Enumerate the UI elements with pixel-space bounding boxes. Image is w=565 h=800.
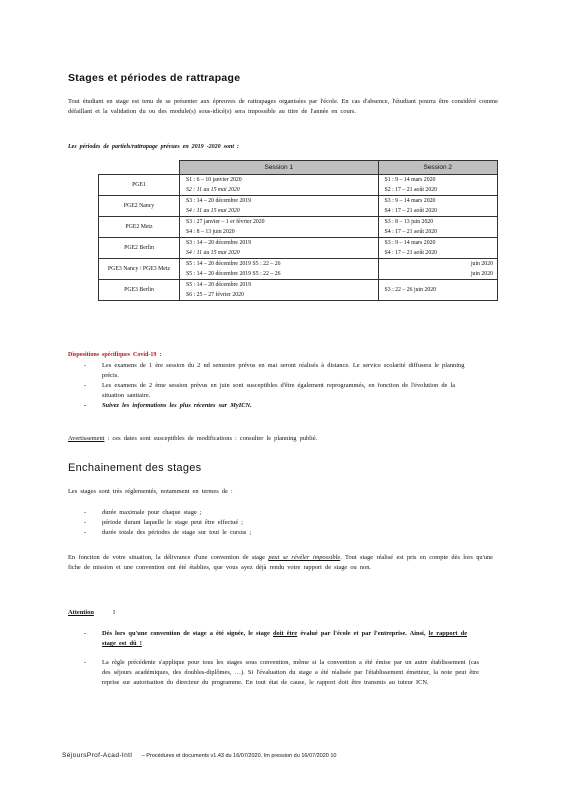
table-row bbox=[99, 175, 498, 196]
regulation-item: - durée maximale pour chaque stage ; bbox=[84, 508, 464, 518]
date-line: S1 : 9 – 14 mars 2020 bbox=[384, 177, 436, 183]
date-line: S3 : 8 – 13 juin 2020 bbox=[384, 219, 434, 225]
session-2-cell bbox=[378, 217, 497, 238]
table-corner-cell bbox=[99, 161, 180, 175]
date-line: S3 : 27 janvier – 1 er février 2020 bbox=[186, 219, 265, 225]
program-cell: PGE2 Metz bbox=[99, 217, 180, 238]
section-title-enchainement: Enchainement des stages bbox=[68, 462, 202, 474]
covid-list bbox=[84, 361, 479, 411]
date-line: S5 : 14 – 20 décembre 2019 S5 : 22 – 26 bbox=[186, 261, 281, 267]
program-cell: PGE2 Nancy bbox=[99, 196, 180, 217]
date-line: S4 : 11 au 15 mai 2020 bbox=[186, 250, 240, 256]
date-line: S2 : 17 – 21 août 2020 bbox=[384, 187, 438, 193]
attention-item bbox=[84, 629, 479, 649]
date-line: S4 : 17 – 21 août 2020 bbox=[384, 208, 438, 214]
attention-label: Attention bbox=[68, 609, 94, 616]
covid-item: - Les examens de 2 ème session prévus en juin sont susceptibles d'être également reprogrammés, en fonction de l'évolution de la situation sanitaire. bbox=[84, 381, 479, 401]
session-1-cell bbox=[180, 217, 379, 238]
program-cell: PGE2 Berlin bbox=[99, 238, 180, 259]
session-2-cell bbox=[378, 175, 497, 196]
regulation-item: - période durant laquelle le stage peut être effectué ; bbox=[84, 518, 464, 528]
regulations-intro: Les stages sont très réglementés, notamment en termes de : bbox=[68, 488, 233, 495]
covid-item: - Suivez les informations les plus récentes sur MyICN. bbox=[84, 401, 479, 411]
regulation-item: - durée totale des périodes de stage sur tout le cursus ; bbox=[84, 528, 464, 538]
periods-table bbox=[98, 160, 498, 301]
impossible-link[interactable]: peut se révéler impossible bbox=[268, 554, 341, 561]
date-line: juin 2020 bbox=[470, 261, 493, 267]
program-cell: PGE3 Nancy / PGE3 Metz bbox=[99, 259, 180, 280]
session-2-cell bbox=[378, 280, 497, 301]
table-row bbox=[99, 217, 498, 238]
warning-text: : ces dates sont susceptibles de modifications : consulter le planning publié. bbox=[107, 435, 318, 442]
page-footer bbox=[62, 752, 337, 759]
session-1-cell bbox=[180, 196, 379, 217]
para-text-b: . Tout stage réalisé est pris en compte dès lors qu'une fiche de mission et une convention ont été établies, que vous ayez déjà rendu votre rapport de stage ou non. bbox=[68, 554, 493, 571]
session-2-cell bbox=[378, 259, 497, 280]
attention-text: Dès lors qu'une convention de stage a été signée, le stage bbox=[102, 630, 270, 637]
warning-line bbox=[68, 434, 317, 444]
date-line: S4 : 17 – 21 août 2020 bbox=[384, 229, 438, 235]
attention-list bbox=[84, 629, 479, 688]
footer-brand: SéjoursProf-Acad-Intl bbox=[62, 752, 133, 759]
table-row bbox=[99, 196, 498, 217]
attention-mark: ! bbox=[113, 609, 116, 616]
date-line: S3 : 22 – 26 juin 2020 bbox=[384, 287, 437, 293]
table-row bbox=[99, 280, 498, 301]
date-line: S5 : 14 – 20 décembre 2019 S5 : 22 – 26 bbox=[186, 271, 281, 277]
session-1-cell bbox=[180, 280, 379, 301]
table-row bbox=[99, 238, 498, 259]
program-cell: PGE3 Berlin bbox=[99, 280, 180, 301]
section-title-stages: Stages et périodes de rattrapage bbox=[68, 72, 241, 84]
date-line: S5 : 14 – 20 décembre 2019 bbox=[186, 282, 252, 288]
attention-emphasis: doit être bbox=[272, 630, 298, 637]
date-line: S6 : 25 – 27 février 2020 bbox=[186, 292, 244, 298]
header-session-1: Session 1 bbox=[180, 161, 379, 175]
date-line: S3 : 14 – 20 décembre 2019 bbox=[186, 198, 252, 204]
header-session-2: Session 2 bbox=[378, 161, 497, 175]
attention-heading bbox=[68, 608, 115, 618]
date-line: S1 : 6 – 10 janvier 2020 bbox=[186, 177, 242, 183]
rattrapage-paragraph: Tout étudiant en stage est tenu de se présenter aux épreuves de rattrapages organisées par l'école. En cas d'absence, l'étudiant pourra être considéré comme défaillant et la validation du ou des module(s) sous-idicé(s) sera impossible au titre de l'année en cours. bbox=[68, 98, 498, 115]
periods-intro: Les périodes de partiels/rattrapage prévues en 2019 -2020 sont : bbox=[68, 144, 239, 150]
session-1-cell bbox=[180, 259, 379, 280]
footer-text: – Procédures et documents v1.43 du 16/07/2020. Im pression du 16/07/2020 10 bbox=[141, 753, 337, 759]
date-line: juin 2020 bbox=[470, 271, 493, 277]
date-line: S3 : 14 – 20 décembre 2019 bbox=[186, 240, 252, 246]
session-2-cell bbox=[378, 196, 497, 217]
covid-item: - Les examens de 1 ère session du 2 nd semestre prévus en mai seront réalisés à distance. Le service scolarité diffusera le planning précis. bbox=[84, 361, 479, 381]
convention-paragraph bbox=[68, 553, 493, 573]
attention-emphasis: le rapport de stage est dû ! bbox=[102, 630, 468, 647]
regulations-list bbox=[84, 508, 464, 538]
attention-text: évalué par l'école et par l'entreprise. Ainsi, bbox=[300, 630, 426, 637]
table-header-row bbox=[99, 161, 498, 175]
program-cell: PGE1 bbox=[99, 175, 180, 196]
date-line: S3 : 9 – 14 mars 2020 bbox=[384, 240, 436, 246]
warning-label: Avertissement bbox=[68, 435, 105, 442]
session-1-cell bbox=[180, 238, 379, 259]
date-line: S4 : 11 au 15 mai 2020 bbox=[186, 208, 240, 214]
date-line: S4 : 8 – 13 juin 2020 bbox=[186, 229, 235, 235]
session-2-cell bbox=[378, 238, 497, 259]
covid-title: Dispositions spécifiques Covid-19 : bbox=[68, 352, 162, 358]
attention-item: - La règle précédente s'applique pour tous les stages sous convention, même si la convention a été émise par un autre établissement (cas des séjours académiques, des doubles-diplômes, …). Si l'évaluation du stage a été réalisée par l'établissement émetteur, la note peut être reprise sur autorisation du directeur du programme. En tout état de cause, le rapport doit être transmis au tuteur ICN. bbox=[84, 658, 479, 688]
date-line: S2 : 11 au 15 mai 2020 bbox=[186, 187, 240, 193]
date-line: S3 : 9 – 14 mars 2020 bbox=[384, 198, 436, 204]
table-row bbox=[99, 259, 498, 280]
para-text-a: En fonction de votre situation, la délivrance d'une convention de stage bbox=[68, 554, 266, 561]
session-1-cell bbox=[180, 175, 379, 196]
date-line: S4 : 17 – 21 août 2020 bbox=[384, 250, 438, 256]
